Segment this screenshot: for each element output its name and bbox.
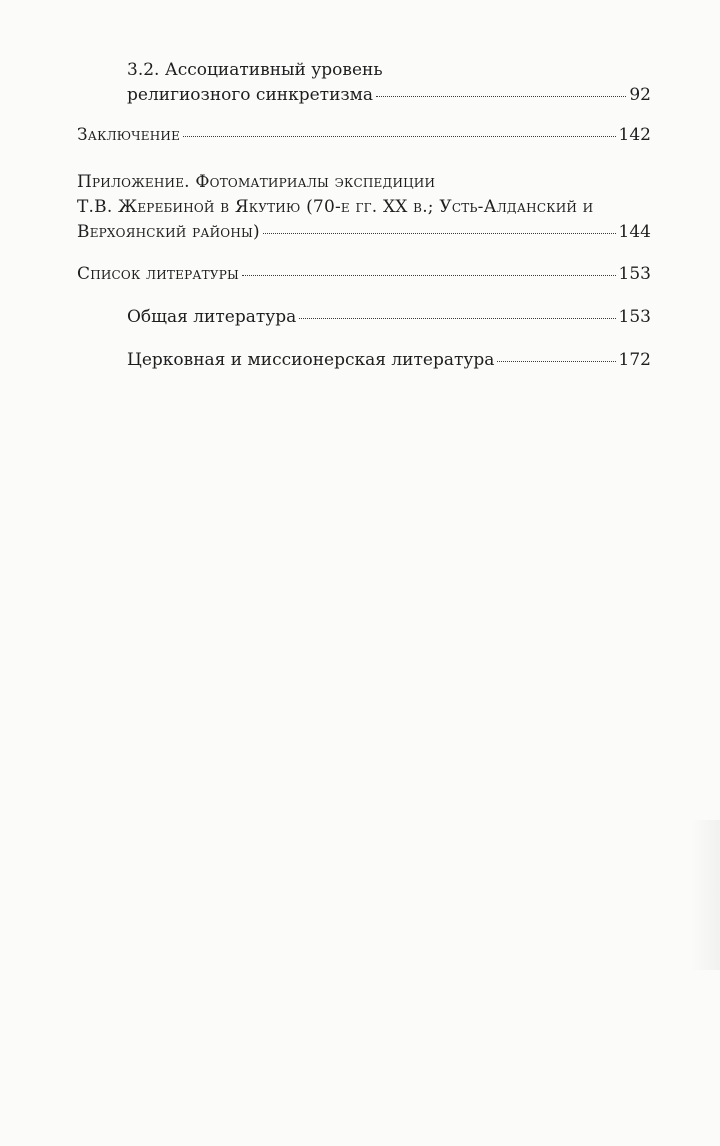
toc-entry-last-line xyxy=(77,123,651,148)
dot-leader xyxy=(497,359,615,362)
toc-entry-title: Верхоянский районы) xyxy=(77,222,260,242)
toc-entry-title: Общая литература xyxy=(127,307,297,327)
toc-entry-title: религиозного синкретизма xyxy=(127,85,374,105)
toc-entry-title-line: Т.В. Жеребиной в Якутию (70-е гг. XX в.; Усть-Алданский и xyxy=(77,197,594,217)
toc-entry-appendix[interactable] xyxy=(77,170,651,245)
toc-entry-title-line: Приложение. Фотоматириалы экспедиции xyxy=(77,172,436,192)
page-number: 144 xyxy=(618,222,651,242)
toc-entry-section-3-2[interactable] xyxy=(77,58,651,108)
dot-leader xyxy=(376,94,626,97)
toc-entry-title: Список литературы xyxy=(77,264,240,284)
toc-entry-last-line xyxy=(127,305,651,330)
dot-leader xyxy=(263,231,616,234)
toc-entry-last-line xyxy=(77,220,651,245)
toc-entry-last-line xyxy=(127,348,651,373)
toc-entry-title: Церковная и миссионерская литература xyxy=(127,350,495,370)
toc-entry-general-literature[interactable] xyxy=(77,305,651,330)
toc-entry-last-line xyxy=(77,262,651,287)
page-number: 172 xyxy=(618,350,651,370)
page-number: 142 xyxy=(618,125,651,145)
toc-entry-title: Заключение xyxy=(77,125,181,145)
toc-entry-last-line xyxy=(127,83,651,108)
page-number: 153 xyxy=(618,264,651,284)
toc-entry-bibliography[interactable] xyxy=(77,262,651,287)
page-edge-shadow xyxy=(690,820,720,970)
toc-entry-conclusion[interactable] xyxy=(77,123,651,148)
page-number: 92 xyxy=(629,85,651,105)
toc-entry-church-literature[interactable] xyxy=(77,348,651,373)
page-number: 153 xyxy=(618,307,651,327)
dot-leader xyxy=(299,316,615,319)
dot-leader xyxy=(183,134,616,137)
toc-entry-title-line: 3.2. Ассоциативный уровень xyxy=(127,60,383,80)
table-of-contents xyxy=(77,58,651,373)
dot-leader xyxy=(242,273,616,276)
